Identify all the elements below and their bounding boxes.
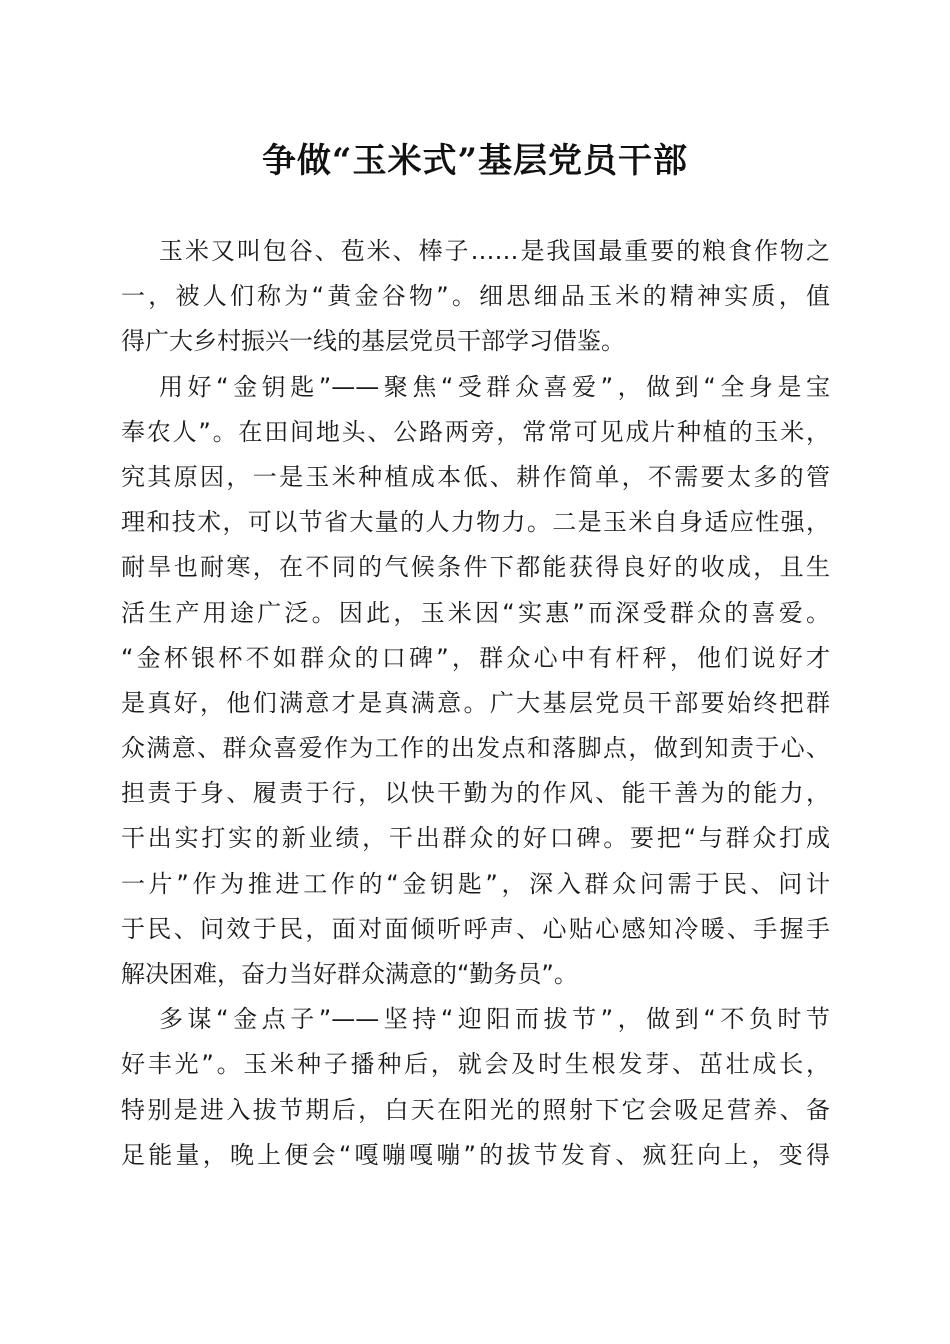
text-line: 用好“金钥匙”——聚焦“受群众喜爱”，做到“全身是宝	[159, 372, 830, 401]
text-line: 足能量，晚上便会“嘎嘣嘎嘣”的拔节发育、疯狂向上，变得	[121, 1140, 830, 1169]
text-line: 是真好，他们满意才是真满意。广大基层党员干部要始终把群	[121, 688, 830, 717]
text-line: “金杯银杯不如群众的口碑”，群众心中有杆秤，他们说好才	[121, 643, 830, 672]
text-line: 理和技术，可以节省大量的人力物力。二是玉米自身适应性强，	[121, 508, 830, 537]
text-line: 一，被人们称为“黄金谷物”。细思细品玉米的精神实质，值	[121, 282, 830, 311]
text-line: 众满意、群众喜爱作为工作的出发点和落脚点，做到知责于心、	[121, 734, 830, 763]
text-line: 多谋“金点子”——坚持“迎阳而拔节”，做到“不负时节	[159, 1005, 830, 1034]
text-line: 好丰光”。玉米种子播种后，就会及时生根发芽、茁壮成长，	[121, 1050, 830, 1079]
text-line: 活生产用途广泛。因此，玉米因“实惠”而深受群众的喜爱。	[121, 598, 830, 627]
text-line: 究其原因，一是玉米种植成本低、耕作简单，不需要太多的管	[121, 462, 830, 491]
text-line: 奉农人”。在田间地头、公路两旁，常常可见成片种植的玉米，	[121, 417, 830, 446]
document-body	[121, 229, 830, 1178]
text-line: 一片”作为推进工作的“金钥匙”，深入群众问需于民、问计	[121, 869, 830, 898]
text-line: 得广大乡村振兴一线的基层党员干部学习借鉴。	[121, 327, 625, 356]
text-line: 耐旱也耐寒，在不同的气候条件下都能获得良好的收成，且生	[121, 553, 830, 582]
text-line: 玉米又叫包谷、苞米、棒子……是我国最重要的粮食作物之	[159, 237, 830, 265]
text-line: 解决困难，奋力当好群众满意的“勤务员”。	[121, 960, 578, 988]
text-line: 干出实打实的新业绩，干出群众的好口碑。要把“与群众打成	[121, 824, 830, 853]
text-line: 担责于身、履责于行，以快干勤为的作风、能干善为的能力，	[121, 779, 830, 808]
text-line: 特别是进入拔节期后，白天在阳光的照射下它会吸足营养、备	[121, 1095, 830, 1124]
text-line: 于民、问效于民，面对面倾听呼声、心贴心感知冷暖、手握手	[121, 914, 830, 943]
document-title: 争做“玉米式”基层党员干部	[261, 141, 689, 181]
